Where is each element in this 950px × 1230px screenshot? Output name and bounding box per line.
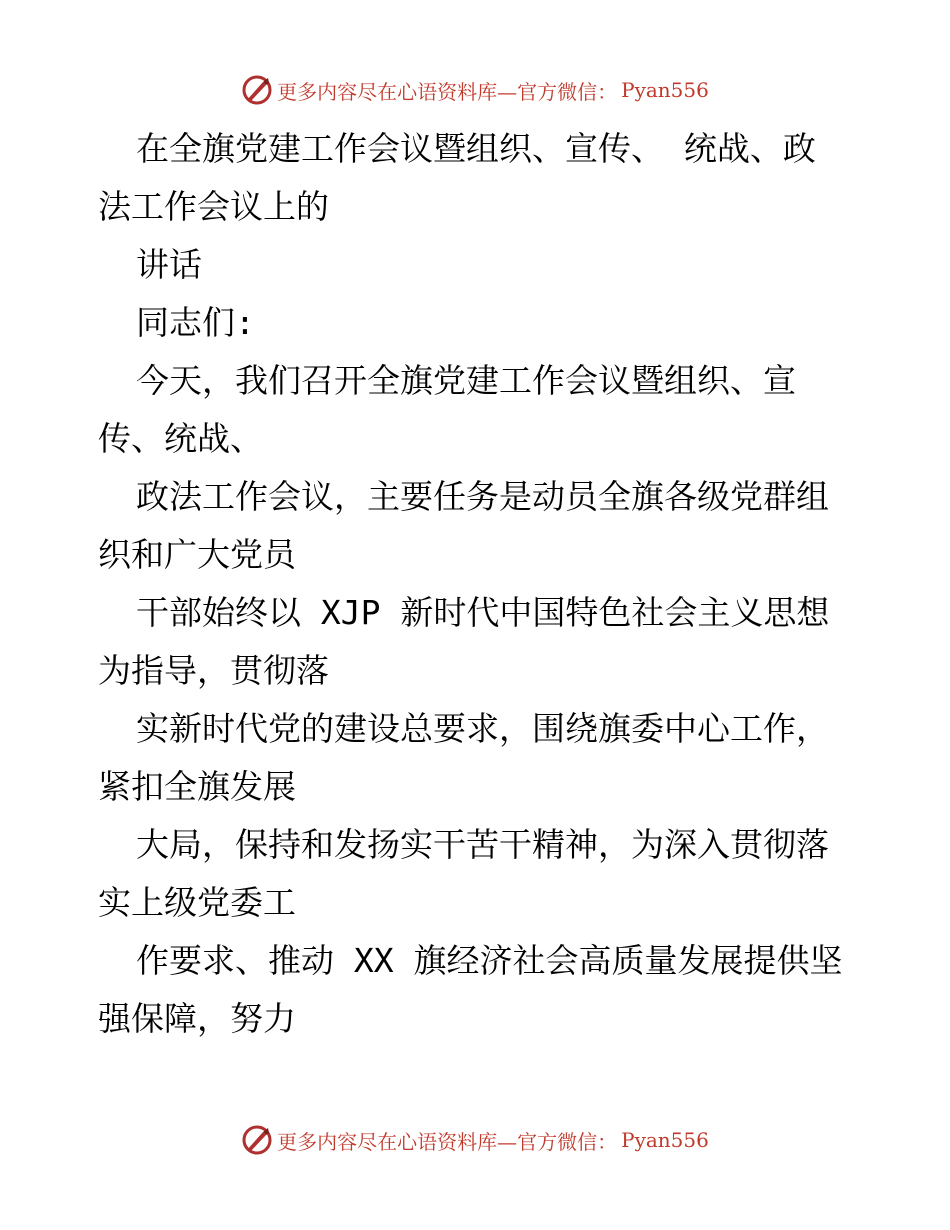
doc-line: 讲话 <box>136 245 202 284</box>
doc-line: 大局，保持和发扬实干苦干精神，为深入贯彻落 <box>136 825 829 864</box>
doc-line: 传、统战、 <box>98 419 263 458</box>
footer-banner-text: 更多内容尽在心语资料库—官方微信： <box>277 1129 618 1154</box>
doc-line: 织和广大党员 <box>98 535 296 574</box>
doc-line: 法工作会议上的 <box>98 187 329 226</box>
header-wechat-id: Pyan556 <box>621 78 709 102</box>
quill-logo-icon <box>241 74 273 106</box>
doc-line: 在全旗党建工作会议暨组织、宣传、 统战、政 <box>136 129 816 168</box>
doc-line: 强保障，努力 <box>98 999 296 1038</box>
header-banner-inner <box>241 74 709 106</box>
doc-line: 实上级党委工 <box>98 883 296 922</box>
doc-line: 实新时代党的建设总要求，围绕旗委中心工作， <box>136 709 829 748</box>
doc-line: 紧扣全旗发展 <box>98 767 296 806</box>
header-banner <box>0 70 950 110</box>
doc-line: 为指导，贯彻落 <box>98 651 329 690</box>
doc-line: 政法工作会议，主要任务是动员全旗各级党群组 <box>136 477 829 516</box>
document-body <box>98 120 858 1048</box>
doc-line: 干部始终以 XJP 新时代中国特色社会主义思想 <box>136 593 830 632</box>
doc-line: 同志们: <box>136 303 255 342</box>
quill-logo-icon <box>241 1124 273 1156</box>
doc-line: 作要求、推动 XX 旗经济社会高质量发展提供坚 <box>136 941 843 980</box>
footer-banner <box>0 1120 950 1160</box>
footer-banner-inner <box>241 1124 709 1156</box>
footer-wechat-id: Pyan556 <box>621 1128 709 1152</box>
header-banner-text: 更多内容尽在心语资料库—官方微信： <box>277 79 618 104</box>
doc-line: 今天，我们召开全旗党建工作会议暨组织、宣 <box>136 361 796 400</box>
